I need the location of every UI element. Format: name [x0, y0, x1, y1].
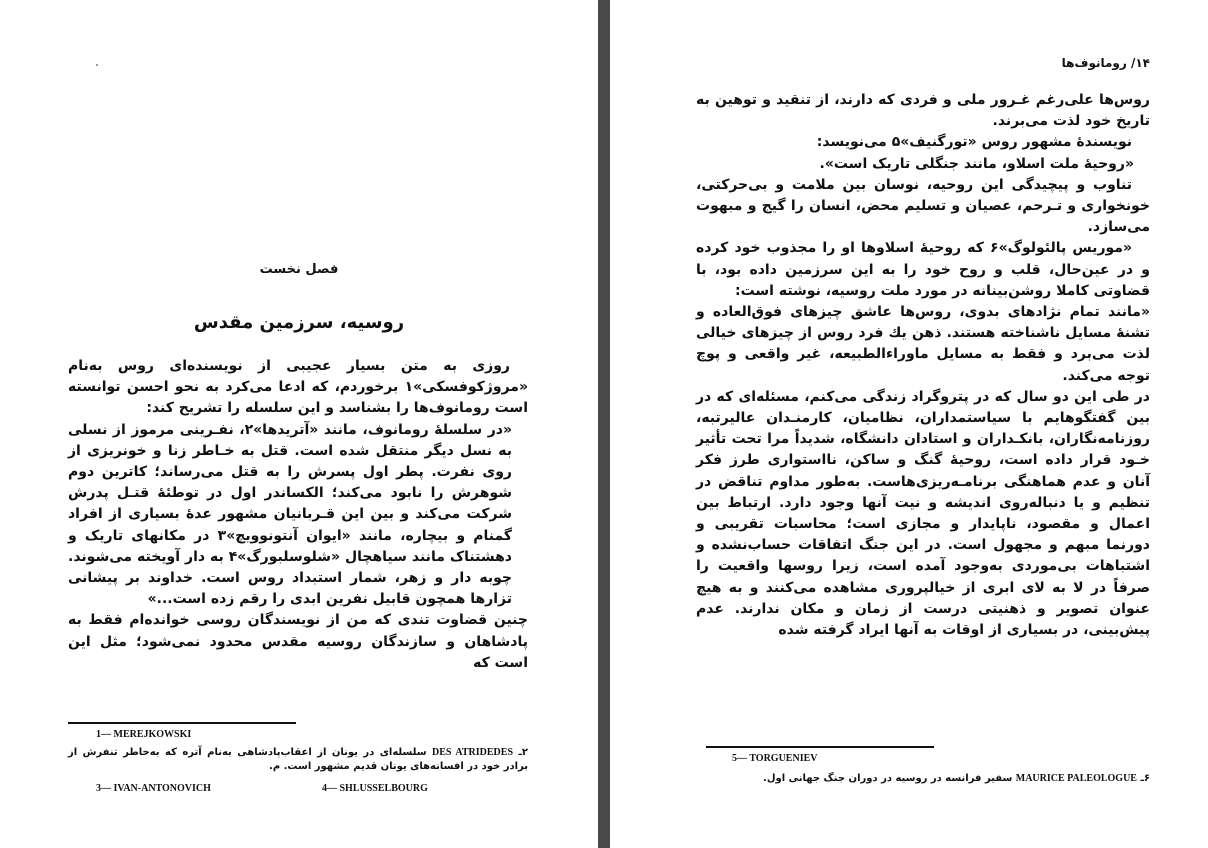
- right-paragraph: تناوب و پیچیدگی این روحیه، نوسان بین ملامت و بی‌حرکتی، خونخواری و تـرحم، عصیان و تسلیم محض، انسان را گیج و مبهوت می‌سازد.: [696, 176, 1150, 236]
- left-page: [0, 0, 598, 848]
- right-quote: «مانند تمام نژادهای بدوی، روس‌ها عاشق چیزهای فوق‌العاده و تشنهٔ مسایل ناشناخته هستند. ذهن یك فرد روس از چیزهای خیالی لذت می‌برد و فقط به مسایل ماوراءالطبیعه، غیر واقعی و پوچ توجه می‌کند.: [696, 304, 1150, 384]
- running-head: ۱۴/ رومانوف‌ها: [1061, 56, 1150, 70]
- footnote-6-text: سفیر فرانسه در روسیه در دوران جنگ جهانی اول.: [763, 773, 1013, 784]
- footnote-2-latin: DES ATRIDEDES: [432, 747, 514, 758]
- right-paragraph: روس‌ها علی‌رغم غـرور ملی و فردی که دارند، از تنقید و توهین به تاریخ خود لذت می‌برند.: [696, 92, 1150, 130]
- footnote-rule: [68, 722, 296, 724]
- right-paragraph: «موریس پالئولوگ»۶ که روحیهٔ اسلاوها او را مجذوب خود کرده و در عین‌حال، قلب و روح خود را به این سرزمین داده بود، با قضاوتی کاملا روشن‌بینانه در مورد ملت روسیه، نوشته است:: [696, 240, 1150, 299]
- footnote-rule: [706, 746, 934, 748]
- footnote-5: 5— TORGUENIEV: [732, 753, 818, 764]
- footnote-3: 3— IVAN-ANTONOVICH: [96, 783, 211, 794]
- chapter-title: روسیه، سرزمین مقدس: [193, 312, 405, 333]
- chapter-label: فصل نخست: [259, 262, 339, 277]
- book-spine: [598, 0, 610, 848]
- right-paragraph: نویسندهٔ مشهور روس «تورگنیف»۵ می‌نویسد:: [816, 134, 1132, 151]
- left-quote: «در سلسلهٔ رومانوف، مانند «آتریدها»۲، نفـرینی مرموز از نسلی به نسل دیگر منتقل شده است. قتل به خـاطر زنا و خونریزی از روی نفرت. پطر اول پسرش را به قتل می‌رساند؛ کاترین دوم شوهرش را نابود می‌کند؛ الکساندر اول در توطئهٔ قتـل پدرش شرکت می‌کند و بین این قـربانیان مشهور عدهٔ بسیاری از افراد گمنام و بیچاره، مانند «ایوان آنتونوویچ»۳ در مکانهای تاریک و دهشتناک مانند سیاهچال «شلوسلبورگ»۴ به دار آویخته می‌شوند. چوبه دار و زهر، شمار استبداد روس است. خداوند بر پیشانی تزارها همچون قابیل نفرین ابدی را رقم زده است...»: [68, 421, 513, 608]
- right-quote: در طی این دو سال که در پتروگراد زندگی می‌کنم، مسئله‌ای که در بین گفتگوهایم با سیاستمداران، نظامیان، کارمنـدان عالیرتبه، روزنامه‌نگاران، بانکـداران و استادان دانشگاه، شدیداً مرا تحت تأثیر خـود قرار داده است، روحیهٔ گنگ و ساکن، نااستواری طرز فکر آنان و عدم هماهنگی برنامـه‌ریزی‌هاست. به‌طور مداوم تناقض در تنظیم و یا دنباله‌روی اندیشه و نیت آنها وجود دارد. ارتباط بین اعمال و مقصود، ناپایدار و مجازی است؛ محاسبات تقریبی و دورنما مبهم و مجهول است. در این جنگ اتفاقات حساب‌نشده و اشتباهات بی‌موردی به‌وجود آمده است، زیرا روسها واقعیت را صرفاً در لا به لای ابری از خیالپروری مشاهده می‌کنند و به هیچ عنوان تصویر و ذهنیتی درست از زمان و مکان ندارند. عدم پیش‌بینی، در بسیاری از اوقات به آنها ایراد گرفته شده: [696, 388, 1150, 639]
- footnote-4: 4— SHLUSSELBOURG: [322, 783, 428, 794]
- right-page: [610, 0, 1208, 848]
- footnote-6: [696, 772, 1150, 786]
- footnote-2-text: سلسله‌ای در یونان از اعقاب‌پادشاهی به‌نام آتره که به‌خاطر تنفرش از برادر خود در افسانه‌های یونان قدیم مشهور است. م.: [68, 747, 528, 772]
- left-paragraph: چنین قضاوت تندی که من از نویسندگان روسی خوانده‌ام فقط به پادشاهان و سازندگان روسیه مقدس محدود نمی‌شود؛ مثل این است که: [68, 612, 528, 671]
- footnote-2: [68, 746, 528, 774]
- left-body-text: [68, 356, 528, 674]
- footnote-6-latin: MAURICE PALEOLOGUE: [1015, 773, 1137, 784]
- footnote-6-number: ۶ـ: [1140, 773, 1150, 784]
- right-quote: «روحیهٔ ملت اسلاو، مانند جنگلی تاریک است».: [819, 155, 1134, 172]
- right-body-text: [696, 90, 1150, 641]
- scan-speck: [96, 64, 98, 66]
- left-paragraph: روزی به متن بسیار عجیبی از نویسنده‌ای روس به‌نام «مروژکوفسکی»۱ برخوردم، که ادعا می‌کرد به نحو احسن توانسته است رومانوف‌ها را بشناسد و این سلسله را تشریح کند:: [68, 358, 528, 417]
- footnote-1: 1— MEREJKOWSKI: [96, 729, 192, 740]
- footnote-2-number: ۲ـ: [518, 747, 529, 758]
